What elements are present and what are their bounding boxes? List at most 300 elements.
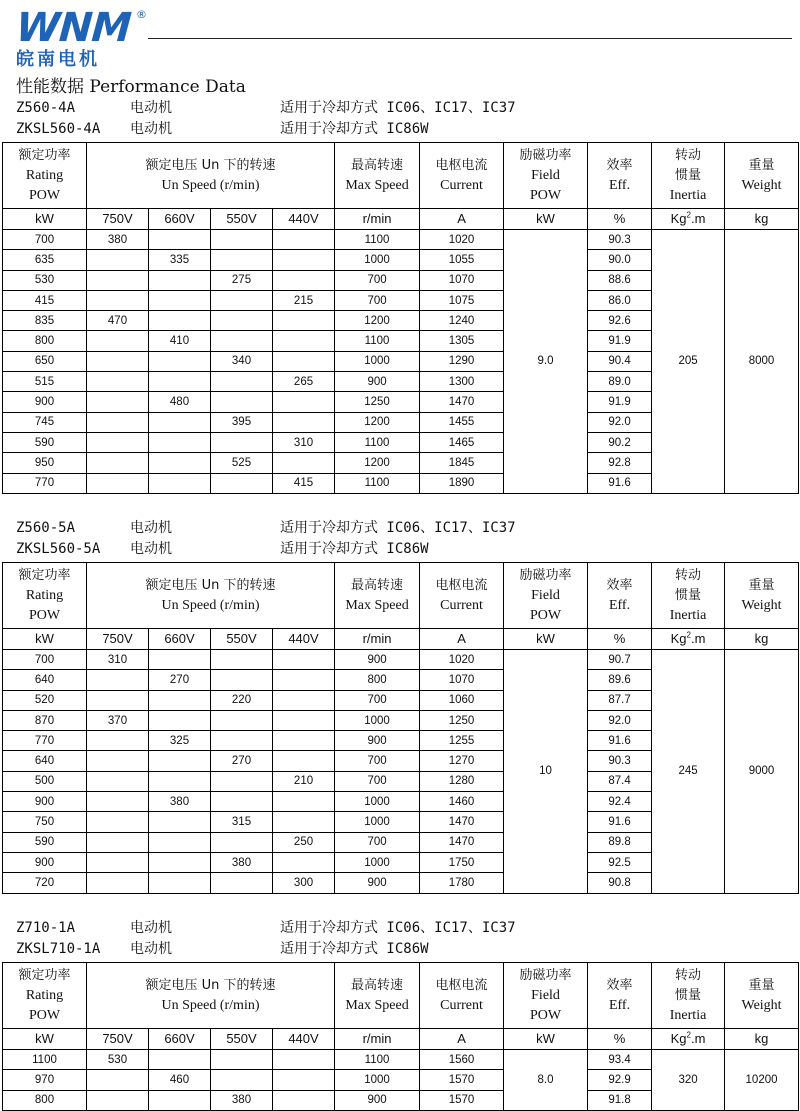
unit-cell: r/min xyxy=(335,629,420,650)
performance-table xyxy=(2,562,799,894)
table-cell xyxy=(273,311,335,331)
table-cell: 250 xyxy=(273,832,335,852)
model-line-2 xyxy=(16,541,429,558)
table-cell: 700 xyxy=(335,690,420,710)
weight-header xyxy=(725,563,799,629)
table-cell: 1100 xyxy=(335,473,420,493)
unit-text: Kg xyxy=(670,211,687,226)
header-label: Eff. xyxy=(608,997,631,1013)
unit-cell: 440V xyxy=(273,1029,335,1050)
unit-cell: 750V xyxy=(87,209,149,230)
field-pow-header xyxy=(504,963,588,1029)
table-cell: 700 xyxy=(335,270,420,290)
table-cell xyxy=(211,290,273,310)
table-cell: 900 xyxy=(335,873,420,893)
table-cell xyxy=(87,852,149,872)
table-cell xyxy=(149,351,211,371)
table-cell: 745 xyxy=(3,412,87,432)
table-cell: 635 xyxy=(3,250,87,270)
header-label: Rating xyxy=(25,587,64,603)
unit-cell: 550V xyxy=(211,1029,273,1050)
table-cell: 275 xyxy=(211,270,273,290)
header-label: 转动 xyxy=(675,967,702,983)
table-cell xyxy=(211,331,273,351)
table-cell: 1000 xyxy=(335,792,420,812)
table-cell: 520 xyxy=(3,690,87,710)
unit-cell: kg xyxy=(725,629,799,650)
unit-cell: kg xyxy=(725,209,799,230)
header-label: 励磁功率 xyxy=(519,967,572,983)
logo-wordmark: WNM xyxy=(14,5,133,51)
table-cell: 900 xyxy=(335,650,420,670)
header-label: Max Speed xyxy=(345,997,409,1013)
table-cell: 950 xyxy=(3,453,87,473)
unit-text: Kg xyxy=(670,631,687,646)
unit-cell: % xyxy=(588,1029,652,1050)
table-cell: 410 xyxy=(149,331,211,351)
unit-cell: 550V xyxy=(211,209,273,230)
table-cell: 340 xyxy=(211,351,273,371)
table-cell: 1280 xyxy=(420,771,504,791)
cooling-method: 适用于冷却方式 IC06、IC17、IC37 xyxy=(280,920,516,936)
table-cell: 1470 xyxy=(420,832,504,852)
table-cell xyxy=(87,412,149,432)
table-cell xyxy=(211,392,273,412)
header-label: 额定电压 Un 下的转速 xyxy=(145,577,276,593)
table-cell xyxy=(87,331,149,351)
table-cell xyxy=(149,710,211,730)
efficiency-header xyxy=(588,563,652,629)
header-label: Field xyxy=(531,167,560,183)
header-label: Current xyxy=(440,997,483,1013)
efficiency-header xyxy=(588,963,652,1029)
table-cell: 1100 xyxy=(3,1050,87,1070)
table-cell: 270 xyxy=(211,751,273,771)
table-cell: 800 xyxy=(3,331,87,351)
table-cell: 900 xyxy=(335,731,420,751)
table-cell xyxy=(149,453,211,473)
table-row xyxy=(3,650,799,670)
field-pow-cell: 10 xyxy=(504,650,588,894)
header-label: Max Speed xyxy=(345,597,409,613)
unit-text: .m xyxy=(690,1031,706,1046)
model-type: 电动机 xyxy=(130,541,172,557)
unit-cell: 440V xyxy=(273,209,335,230)
unit-cell: r/min xyxy=(335,1029,420,1050)
table-cell: 1060 xyxy=(420,690,504,710)
model-code: Z710-1A xyxy=(16,920,76,936)
efficiency-cell: 92.8 xyxy=(588,453,652,473)
table-cell: 325 xyxy=(149,731,211,751)
table-cell: 700 xyxy=(335,290,420,310)
unit-cell xyxy=(652,209,725,230)
table-cell: 770 xyxy=(3,473,87,493)
model-type: 电动机 xyxy=(130,920,172,936)
unit-cell: A xyxy=(420,629,504,650)
table-cell xyxy=(87,690,149,710)
table-cell xyxy=(149,311,211,331)
table-cell xyxy=(149,812,211,832)
efficiency-cell: 90.0 xyxy=(588,250,652,270)
table-cell: 590 xyxy=(3,832,87,852)
table-cell: 380 xyxy=(149,792,211,812)
table-cell xyxy=(149,873,211,893)
table-cell xyxy=(87,873,149,893)
table-cell xyxy=(87,751,149,771)
efficiency-cell: 92.9 xyxy=(588,1070,652,1090)
efficiency-cell: 89.0 xyxy=(588,372,652,392)
header-label: 励磁功率 xyxy=(519,567,572,583)
table-cell xyxy=(87,731,149,751)
model-type: 电动机 xyxy=(130,941,172,957)
table-cell: 970 xyxy=(3,1070,87,1090)
header-label: 惯量 xyxy=(675,987,702,1003)
table-cell xyxy=(273,412,335,432)
performance-table xyxy=(2,142,799,494)
header-row xyxy=(3,143,799,209)
header-label: POW xyxy=(28,1007,61,1023)
unit-cell: r/min xyxy=(335,209,420,230)
table-cell: 1000 xyxy=(335,710,420,730)
header-label: Current xyxy=(440,597,483,613)
rating-header xyxy=(3,143,87,209)
header-label: 电枢电流 xyxy=(435,157,488,173)
table-cell xyxy=(87,832,149,852)
model-line-2 xyxy=(16,941,429,958)
efficiency-cell: 89.8 xyxy=(588,832,652,852)
unit-cell: 440V xyxy=(273,629,335,650)
table-cell: 310 xyxy=(273,432,335,452)
table-cell: 900 xyxy=(3,792,87,812)
table-cell: 460 xyxy=(149,1070,211,1090)
weight-cell: 10200 xyxy=(725,1050,799,1111)
unit-sup: 2 xyxy=(686,1030,691,1040)
table-cell xyxy=(273,650,335,670)
header-label: Rating xyxy=(25,167,64,183)
cooling-method: 适用于冷却方式 IC06、IC17、IC37 xyxy=(280,520,516,536)
table-cell xyxy=(273,731,335,751)
cooling-method: 适用于冷却方式 IC06、IC17、IC37 xyxy=(280,100,516,116)
efficiency-cell: 92.4 xyxy=(588,792,652,812)
header-label: 额定电压 Un 下的转速 xyxy=(145,977,276,993)
unit-cell: 750V xyxy=(87,1029,149,1050)
current-header xyxy=(420,143,504,209)
header-label: Inertia xyxy=(669,607,707,623)
table-cell xyxy=(211,473,273,493)
header-label: Weight xyxy=(741,997,782,1013)
model-type: 电动机 xyxy=(130,121,172,137)
table-cell: 395 xyxy=(211,412,273,432)
table-cell xyxy=(149,832,211,852)
table-cell xyxy=(211,230,273,250)
table-cell: 380 xyxy=(211,1090,273,1110)
inertia-header xyxy=(652,143,725,209)
max-speed-header xyxy=(335,143,420,209)
unit-cell: kW xyxy=(504,1029,588,1050)
field-pow-cell: 8.0 xyxy=(504,1050,588,1111)
company-name: 皖南电机 xyxy=(16,49,100,70)
table-cell: 210 xyxy=(273,771,335,791)
table-cell xyxy=(87,1070,149,1090)
header-label: 重量 xyxy=(748,977,775,993)
rating-header xyxy=(3,563,87,629)
efficiency-cell: 92.0 xyxy=(588,710,652,730)
header-label: 效率 xyxy=(606,577,633,593)
cooling-method: 适用于冷却方式 IC86W xyxy=(280,121,429,137)
weight-header xyxy=(725,143,799,209)
table-cell xyxy=(149,690,211,710)
efficiency-header xyxy=(588,143,652,209)
table-cell xyxy=(273,792,335,812)
header-row xyxy=(3,563,799,629)
table-cell: 1750 xyxy=(420,852,504,872)
unit-cell xyxy=(652,1029,725,1050)
efficiency-cell: 86.0 xyxy=(588,290,652,310)
table-cell xyxy=(87,372,149,392)
table-cell xyxy=(211,710,273,730)
header-label: 效率 xyxy=(606,157,633,173)
table-cell: 1000 xyxy=(335,1070,420,1090)
table-cell: 1305 xyxy=(420,331,504,351)
performance-table xyxy=(2,962,799,1111)
table-cell xyxy=(211,372,273,392)
header-label: Field xyxy=(531,587,560,603)
table-cell xyxy=(211,432,273,452)
table-cell: 1470 xyxy=(420,812,504,832)
efficiency-cell: 90.3 xyxy=(588,751,652,771)
table-cell: 900 xyxy=(3,392,87,412)
header-label: POW xyxy=(28,607,61,623)
table-cell: 1070 xyxy=(420,270,504,290)
table-cell xyxy=(273,392,335,412)
efficiency-cell: 90.3 xyxy=(588,230,652,250)
field-pow-cell: 9.0 xyxy=(504,230,588,494)
table-cell xyxy=(273,1090,335,1110)
table-cell xyxy=(273,270,335,290)
table-cell: 270 xyxy=(149,670,211,690)
header-label: Eff. xyxy=(608,597,631,613)
header-label: 电枢电流 xyxy=(435,977,488,993)
table-cell: 1055 xyxy=(420,250,504,270)
table-cell: 870 xyxy=(3,710,87,730)
table-cell xyxy=(149,852,211,872)
header-label: 额定功率 xyxy=(18,147,71,163)
table-cell: 1470 xyxy=(420,392,504,412)
table-cell: 1000 xyxy=(335,351,420,371)
model-line-1 xyxy=(16,920,516,937)
table-cell: 1560 xyxy=(420,1050,504,1070)
table-cell: 700 xyxy=(335,751,420,771)
efficiency-cell: 91.9 xyxy=(588,392,652,412)
unit-cell: kW xyxy=(3,629,87,650)
header-label: 效率 xyxy=(606,977,633,993)
registered-mark: ® xyxy=(136,8,147,21)
table-cell: 750 xyxy=(3,812,87,832)
table-cell: 800 xyxy=(335,670,420,690)
current-header xyxy=(420,963,504,1029)
table-cell xyxy=(87,351,149,371)
model-line-1 xyxy=(16,100,516,117)
header-label: 重量 xyxy=(748,577,775,593)
max-speed-header xyxy=(335,963,420,1029)
table-cell xyxy=(211,771,273,791)
table-cell: 1780 xyxy=(420,873,504,893)
table-cell: 1460 xyxy=(420,792,504,812)
table-cell xyxy=(273,751,335,771)
header-label: Un Speed (r/min) xyxy=(161,997,260,1013)
table-cell xyxy=(211,670,273,690)
table-cell: 1570 xyxy=(420,1090,504,1110)
table-cell: 315 xyxy=(211,812,273,832)
efficiency-cell: 91.6 xyxy=(588,731,652,751)
table-cell: 1070 xyxy=(420,670,504,690)
efficiency-cell: 90.4 xyxy=(588,351,652,371)
table-cell: 1020 xyxy=(420,650,504,670)
table-row xyxy=(3,230,799,250)
table-cell: 590 xyxy=(3,432,87,452)
efficiency-cell: 93.4 xyxy=(588,1050,652,1070)
weight-cell: 8000 xyxy=(725,230,799,494)
table-cell: 310 xyxy=(87,650,149,670)
header-label: POW xyxy=(28,187,61,203)
efficiency-cell: 90.8 xyxy=(588,873,652,893)
table-cell xyxy=(273,690,335,710)
header-label: 最高转速 xyxy=(351,157,404,173)
unit-cell: % xyxy=(588,209,652,230)
table-cell xyxy=(149,412,211,432)
table-cell: 1100 xyxy=(335,230,420,250)
table-cell: 1075 xyxy=(420,290,504,310)
table-cell: 1100 xyxy=(335,432,420,452)
unit-sup: 2 xyxy=(686,210,691,220)
table-cell xyxy=(87,473,149,493)
table-cell: 300 xyxy=(273,873,335,893)
unit-cell: kW xyxy=(504,629,588,650)
efficiency-cell: 89.6 xyxy=(588,670,652,690)
table-cell: 1300 xyxy=(420,372,504,392)
unit-cell: 660V xyxy=(149,629,211,650)
table-cell xyxy=(211,873,273,893)
header-label: POW xyxy=(529,607,562,623)
unit-cell xyxy=(652,629,725,650)
table-cell: 1270 xyxy=(420,751,504,771)
efficiency-cell: 90.7 xyxy=(588,650,652,670)
table-cell xyxy=(211,1070,273,1090)
table-cell xyxy=(149,230,211,250)
units-row xyxy=(3,209,799,230)
table-cell: 1100 xyxy=(335,1050,420,1070)
header-label: 最高转速 xyxy=(351,977,404,993)
max-speed-header xyxy=(335,563,420,629)
table-cell: 700 xyxy=(3,230,87,250)
efficiency-cell: 91.6 xyxy=(588,473,652,493)
table-cell: 265 xyxy=(273,372,335,392)
table-cell: 335 xyxy=(149,250,211,270)
table-row xyxy=(3,1050,799,1070)
units-row xyxy=(3,629,799,650)
table-cell xyxy=(273,1050,335,1070)
table-cell xyxy=(273,250,335,270)
unit-text: Kg xyxy=(670,1031,687,1046)
table-cell: 700 xyxy=(335,832,420,852)
header-label: Max Speed xyxy=(345,177,409,193)
header-label: Inertia xyxy=(669,187,707,203)
table-cell: 215 xyxy=(273,290,335,310)
table-cell xyxy=(211,250,273,270)
table-cell: 415 xyxy=(273,473,335,493)
table-cell: 1240 xyxy=(420,311,504,331)
table-cell: 650 xyxy=(3,351,87,371)
header-divider xyxy=(148,38,792,39)
table-cell: 800 xyxy=(3,1090,87,1110)
table-cell: 720 xyxy=(3,873,87,893)
table-cell xyxy=(149,650,211,670)
table-cell xyxy=(211,832,273,852)
header-label: 重量 xyxy=(748,157,775,173)
table-cell: 1200 xyxy=(335,311,420,331)
table-cell xyxy=(149,1050,211,1070)
table-cell xyxy=(149,290,211,310)
table-cell: 1845 xyxy=(420,453,504,473)
table-cell: 1000 xyxy=(335,812,420,832)
table-cell: 1100 xyxy=(335,331,420,351)
table-cell: 640 xyxy=(3,670,87,690)
table-cell: 1570 xyxy=(420,1070,504,1090)
header-label: 最高转速 xyxy=(351,577,404,593)
table-cell xyxy=(273,331,335,351)
header-label: Un Speed (r/min) xyxy=(161,177,260,193)
header-label: Weight xyxy=(741,177,782,193)
efficiency-cell: 91.9 xyxy=(588,331,652,351)
unit-cell: kW xyxy=(504,209,588,230)
header-label: POW xyxy=(529,187,562,203)
model-code: ZKSL710-1A xyxy=(16,941,101,957)
table-cell xyxy=(149,270,211,290)
speed-header xyxy=(87,963,335,1029)
model-code: ZKSL560-5A xyxy=(16,541,101,557)
header-label: 电枢电流 xyxy=(435,577,488,593)
header-label: Eff. xyxy=(608,177,631,193)
table-cell xyxy=(87,392,149,412)
table-cell: 700 xyxy=(3,650,87,670)
speed-header xyxy=(87,143,335,209)
header-label: 惯量 xyxy=(675,587,702,603)
unit-cell: kW xyxy=(3,1029,87,1050)
table-cell xyxy=(273,852,335,872)
table-cell xyxy=(87,290,149,310)
table-cell xyxy=(87,771,149,791)
table-cell: 770 xyxy=(3,731,87,751)
table-cell: 220 xyxy=(211,690,273,710)
cooling-method: 适用于冷却方式 IC86W xyxy=(280,541,429,557)
table-cell: 525 xyxy=(211,453,273,473)
current-header xyxy=(420,563,504,629)
model-type: 电动机 xyxy=(130,520,172,536)
header-row xyxy=(3,963,799,1029)
efficiency-cell: 88.6 xyxy=(588,270,652,290)
efficiency-cell: 91.8 xyxy=(588,1090,652,1110)
table-cell: 1250 xyxy=(420,710,504,730)
model-line-2 xyxy=(16,121,429,138)
model-code: ZKSL560-4A xyxy=(16,121,101,137)
efficiency-cell: 92.0 xyxy=(588,412,652,432)
table-cell xyxy=(87,792,149,812)
efficiency-cell: 92.5 xyxy=(588,852,652,872)
table-cell xyxy=(273,670,335,690)
unit-cell: 660V xyxy=(149,1029,211,1050)
header-label: POW xyxy=(529,1007,562,1023)
unit-cell: % xyxy=(588,629,652,650)
